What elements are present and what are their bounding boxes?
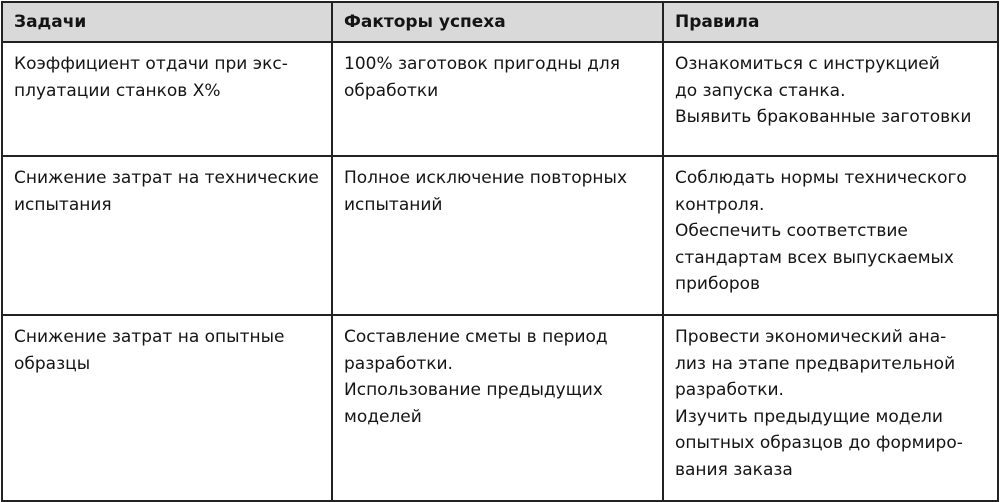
task-cell <box>2 315 332 501</box>
cell-line: Использование предыдущих <box>344 380 603 400</box>
cell-line: Снижение затрат на технические <box>14 168 319 188</box>
cell-line: приборов <box>675 274 761 294</box>
cell-line: Изучить предыдущие модели <box>675 406 943 427</box>
success-factor-cell <box>332 42 663 156</box>
header-tasks: Задачи <box>2 2 332 42</box>
rule-cell <box>663 42 998 156</box>
rule-cell <box>663 156 998 315</box>
cell-line: испытания <box>14 194 112 215</box>
task-cell <box>2 156 332 315</box>
header-row <box>2 2 998 42</box>
cell-line: до запуска станка. <box>675 80 846 101</box>
cell-line: контроля. <box>675 194 765 215</box>
table-row <box>2 156 998 315</box>
cell-line: опытных образцов до формиро- <box>675 433 963 453</box>
header-success-factors: Факторы успеха <box>332 2 663 42</box>
cell-line: Полное исключение повторных <box>344 168 628 188</box>
cell-line: моделей <box>344 406 422 427</box>
cell-line: разработки. <box>344 353 453 374</box>
cell-line: Провести экономический ана- <box>675 327 947 347</box>
cell-line: Выявить бракованные заготовки <box>675 107 972 127</box>
cell-line: плуатации станков Х% <box>14 80 221 101</box>
cell-line: Ознакомиться с инструкцией <box>675 54 940 74</box>
table-row <box>2 42 998 156</box>
cell-line: обработки <box>344 80 439 101</box>
success-factor-cell <box>332 315 663 501</box>
header-rules: Правила <box>663 2 998 42</box>
cell-line: образцы <box>14 353 91 374</box>
goals-table <box>1 1 999 502</box>
cell-line: стандартам всех выпускаемых <box>675 247 954 268</box>
cell-line: вания заказа <box>675 459 793 480</box>
table-row <box>2 315 998 501</box>
cell-line: разработки. <box>675 380 784 400</box>
cell-line: Обеспечить соответствие <box>675 221 908 241</box>
cell-line: Соблюдать нормы технического <box>675 168 967 188</box>
task-cell <box>2 42 332 156</box>
cell-line: Составление сметы в период <box>344 327 608 347</box>
cell-line: Снижение затрат на опытные <box>14 327 285 347</box>
cell-line: лиз на этапе предварительной <box>675 353 956 374</box>
cell-line: испытаний <box>344 194 443 215</box>
success-factor-cell <box>332 156 663 315</box>
rule-cell <box>663 315 998 501</box>
cell-line: Коэффициент отдачи при экс- <box>14 54 288 74</box>
cell-line: 100% заготовок пригодны для <box>344 54 621 74</box>
